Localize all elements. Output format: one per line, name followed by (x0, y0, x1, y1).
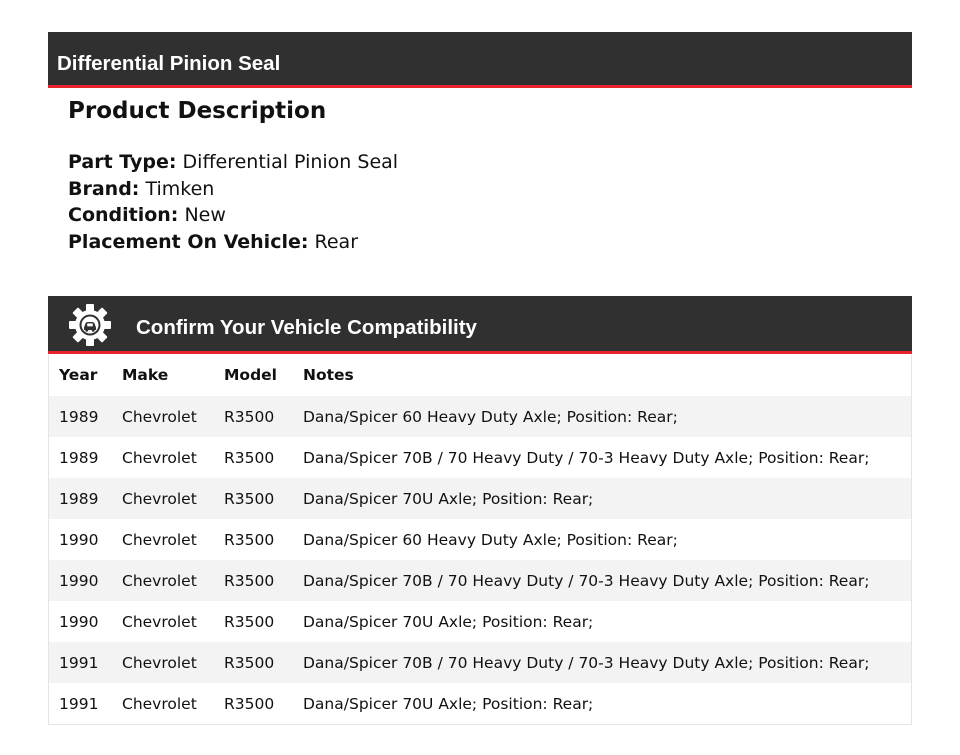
spec-brand (68, 176, 868, 203)
spec-value: Rear (314, 230, 359, 253)
spec-condition (68, 202, 868, 229)
product-title: Differential Pinion Seal (57, 52, 281, 75)
cell-make: Chevrolet (122, 694, 197, 713)
cell-notes: Dana/Spicer 60 Heavy Duty Axle; Position: Rear; (303, 407, 678, 426)
table-row (49, 396, 911, 437)
spec-label: Placement On Vehicle: (68, 230, 309, 253)
cell-notes: Dana/Spicer 70U Axle; Position: Rear; (303, 489, 594, 508)
description-heading: Product Description (68, 98, 327, 124)
cell-model: R3500 (224, 612, 275, 631)
cell-make: Chevrolet (122, 489, 197, 508)
cell-model: R3500 (224, 489, 275, 508)
cell-model: R3500 (224, 448, 275, 467)
table-row (49, 683, 911, 724)
table-row (49, 519, 911, 560)
cell-year: 1989 (59, 489, 99, 508)
table-row (49, 437, 911, 478)
column-header-year: Year (59, 366, 98, 384)
compatibility-table (48, 354, 912, 725)
cell-make: Chevrolet (122, 612, 197, 631)
spec-value: Differential Pinion Seal (182, 151, 399, 173)
cell-year: 1989 (59, 407, 99, 426)
gear-car-icon (68, 303, 112, 347)
spec-placement (68, 229, 868, 256)
cell-model: R3500 (224, 653, 275, 672)
cell-model: R3500 (224, 530, 275, 549)
spec-value: Timken (145, 177, 215, 200)
column-header-model: Model (224, 366, 277, 384)
table-row (49, 601, 911, 642)
spec-value: New (184, 204, 226, 226)
cell-notes: Dana/Spicer 70B / 70 Heavy Duty / 70-3 Heavy Duty Axle; Position: Rear; (303, 571, 870, 590)
cell-model: R3500 (224, 694, 275, 713)
cell-year: 1991 (59, 653, 99, 672)
table-row (49, 478, 911, 519)
table-row (49, 642, 911, 683)
spec-label: Condition: (68, 204, 179, 226)
cell-make: Chevrolet (122, 530, 197, 549)
cell-year: 1990 (59, 530, 99, 549)
cell-model: R3500 (224, 571, 275, 590)
cell-make: Chevrolet (122, 407, 197, 426)
product-title-bar (48, 32, 912, 88)
table-header-row (49, 354, 911, 396)
compatibility-bar (48, 296, 912, 354)
column-header-make: Make (122, 366, 169, 384)
cell-notes: Dana/Spicer 70U Axle; Position: Rear; (303, 694, 594, 713)
spec-label: Part Type: (68, 151, 177, 173)
cell-year: 1990 (59, 612, 99, 631)
spec-label: Brand: (68, 177, 140, 200)
cell-notes: Dana/Spicer 60 Heavy Duty Axle; Position: Rear; (303, 530, 678, 549)
cell-make: Chevrolet (122, 448, 197, 467)
cell-year: 1989 (59, 448, 99, 467)
cell-make: Chevrolet (122, 571, 197, 590)
spec-list (68, 149, 868, 255)
cell-notes: Dana/Spicer 70B / 70 Heavy Duty / 70-3 Heavy Duty Axle; Position: Rear; (303, 653, 870, 672)
spec-part-type (68, 149, 868, 176)
cell-year: 1991 (59, 694, 99, 713)
compatibility-title: Confirm Your Vehicle Compatibility (136, 316, 477, 339)
cell-year: 1990 (59, 571, 99, 590)
cell-notes: Dana/Spicer 70B / 70 Heavy Duty / 70-3 Heavy Duty Axle; Position: Rear; (303, 448, 870, 467)
product-description (68, 96, 868, 255)
cell-model: R3500 (224, 407, 275, 426)
cell-notes: Dana/Spicer 70U Axle; Position: Rear; (303, 612, 594, 631)
column-header-notes: Notes (303, 366, 354, 384)
table-row (49, 560, 911, 601)
cell-make: Chevrolet (122, 653, 197, 672)
